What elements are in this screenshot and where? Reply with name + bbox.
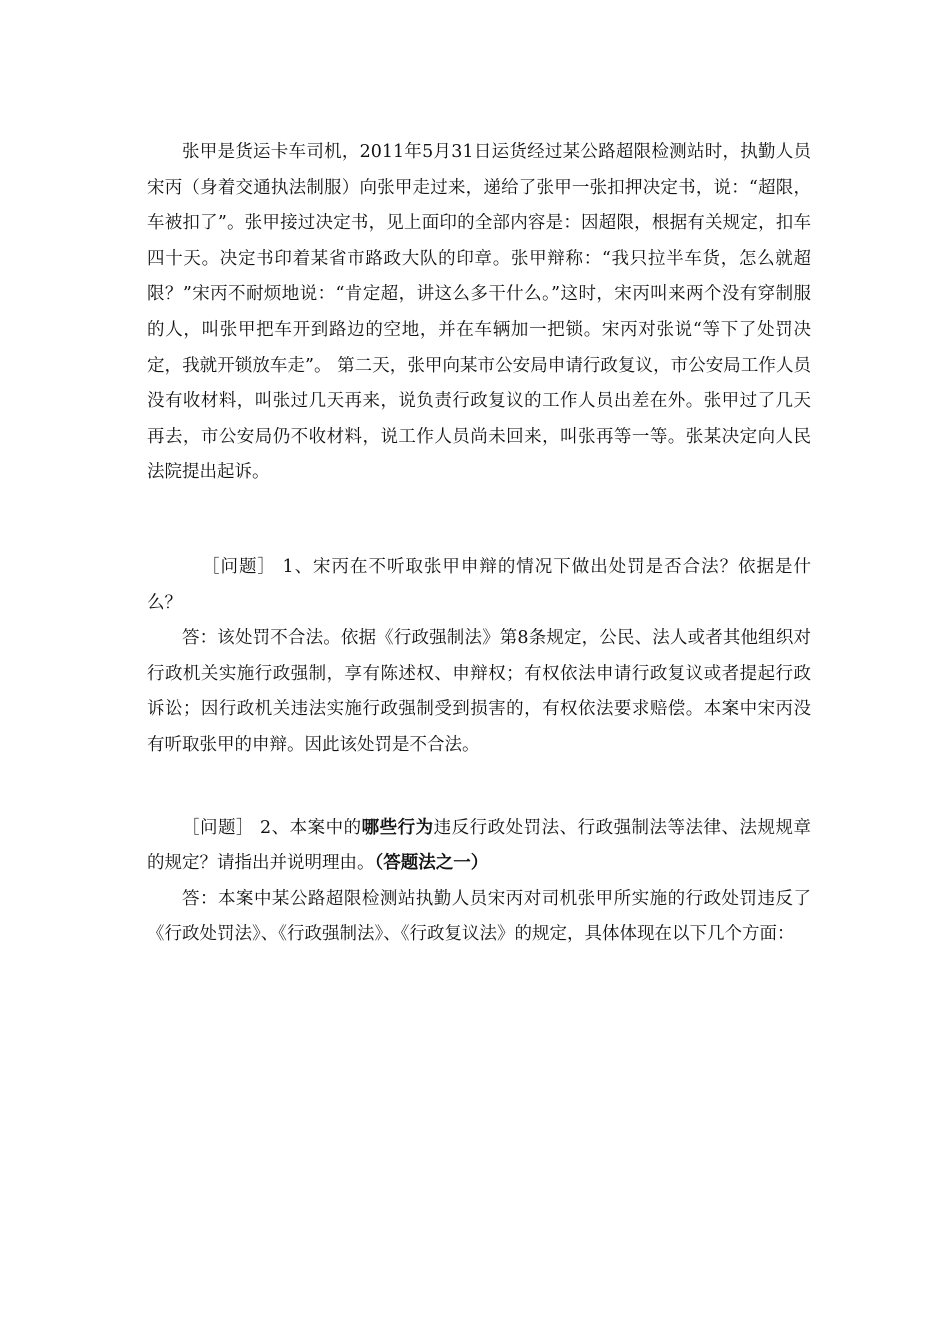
question-2 bbox=[147, 811, 811, 882]
answer-2: 答：本案中某公路超限检测站执勤人员宋丙对司机张甲所实施的行政处罚违反了《行政处罚法》、《行政强制法》、《行政复议法》的规定，具体体现在以下几个方面： bbox=[147, 888, 811, 945]
question-1: ［问题］ 1、宋丙在不听取张甲申辩的情况下做出处罚是否合法？依据是什么？ bbox=[147, 556, 811, 613]
paragraph-gap bbox=[147, 764, 811, 811]
case-description: 张甲是货运卡车司机，2011年5月31日运货经过某公路超限检测站时，执勤人员宋丙（身着交通执法制服）向张甲走过来，递给了张甲一张扣押决定书，说：“超限，车被扣了”。张甲接过决定书，见上面印的全部内容是：因超限，根据有关规定，扣车四十天。决定书印着某省市路政大队的印章。张甲辩称：“我只拉半车货，怎么就超限？”宋丙不耐烦地说：“肯定超，讲这么多干什么。”这时，宋丙叫来两个没有穿制服的人，叫张甲把车开到路边的空地，并在车辆加一把锁。宋丙对张说“等下了处罚决定，我就开锁放车走”。 第二天，张甲向某市公安局申请行政复议，市公安局工作人员没有收材料，叫张过几天再来，说负责行政复议的工作人员出差在外。张甲过了几天再去，市公安局仍不收材料，说工作人员尚未回来，叫张再等一等。张某决定向人民法院提出起诉。 bbox=[147, 142, 811, 483]
paragraph-gap bbox=[147, 491, 811, 550]
question-2-body: 违反行政处罚法、行政强制法等法律、法规规章的规定？请指出并说明理由。 bbox=[147, 817, 812, 874]
document-page bbox=[147, 135, 811, 953]
question-2-emphasis: 哪些行为 bbox=[361, 817, 434, 838]
question-2-prefix: ［问题］ 2、本案中的 bbox=[182, 817, 362, 838]
question-2-note: （答题法之一） bbox=[374, 853, 489, 874]
answer-1: 答：该处罚不合法。依据《行政强制法》第8条规定，公民、法人或者其他组织对行政机关实施行政强制，享有陈述权、申辩权；有权依法申请行政复议或者提起行政诉讼；因行政机关违法实施行政强制受到损害的，有权依法要求赔偿。本案中宋丙没有听取张甲的申辩。因此该处罚是不合法。 bbox=[147, 628, 811, 755]
